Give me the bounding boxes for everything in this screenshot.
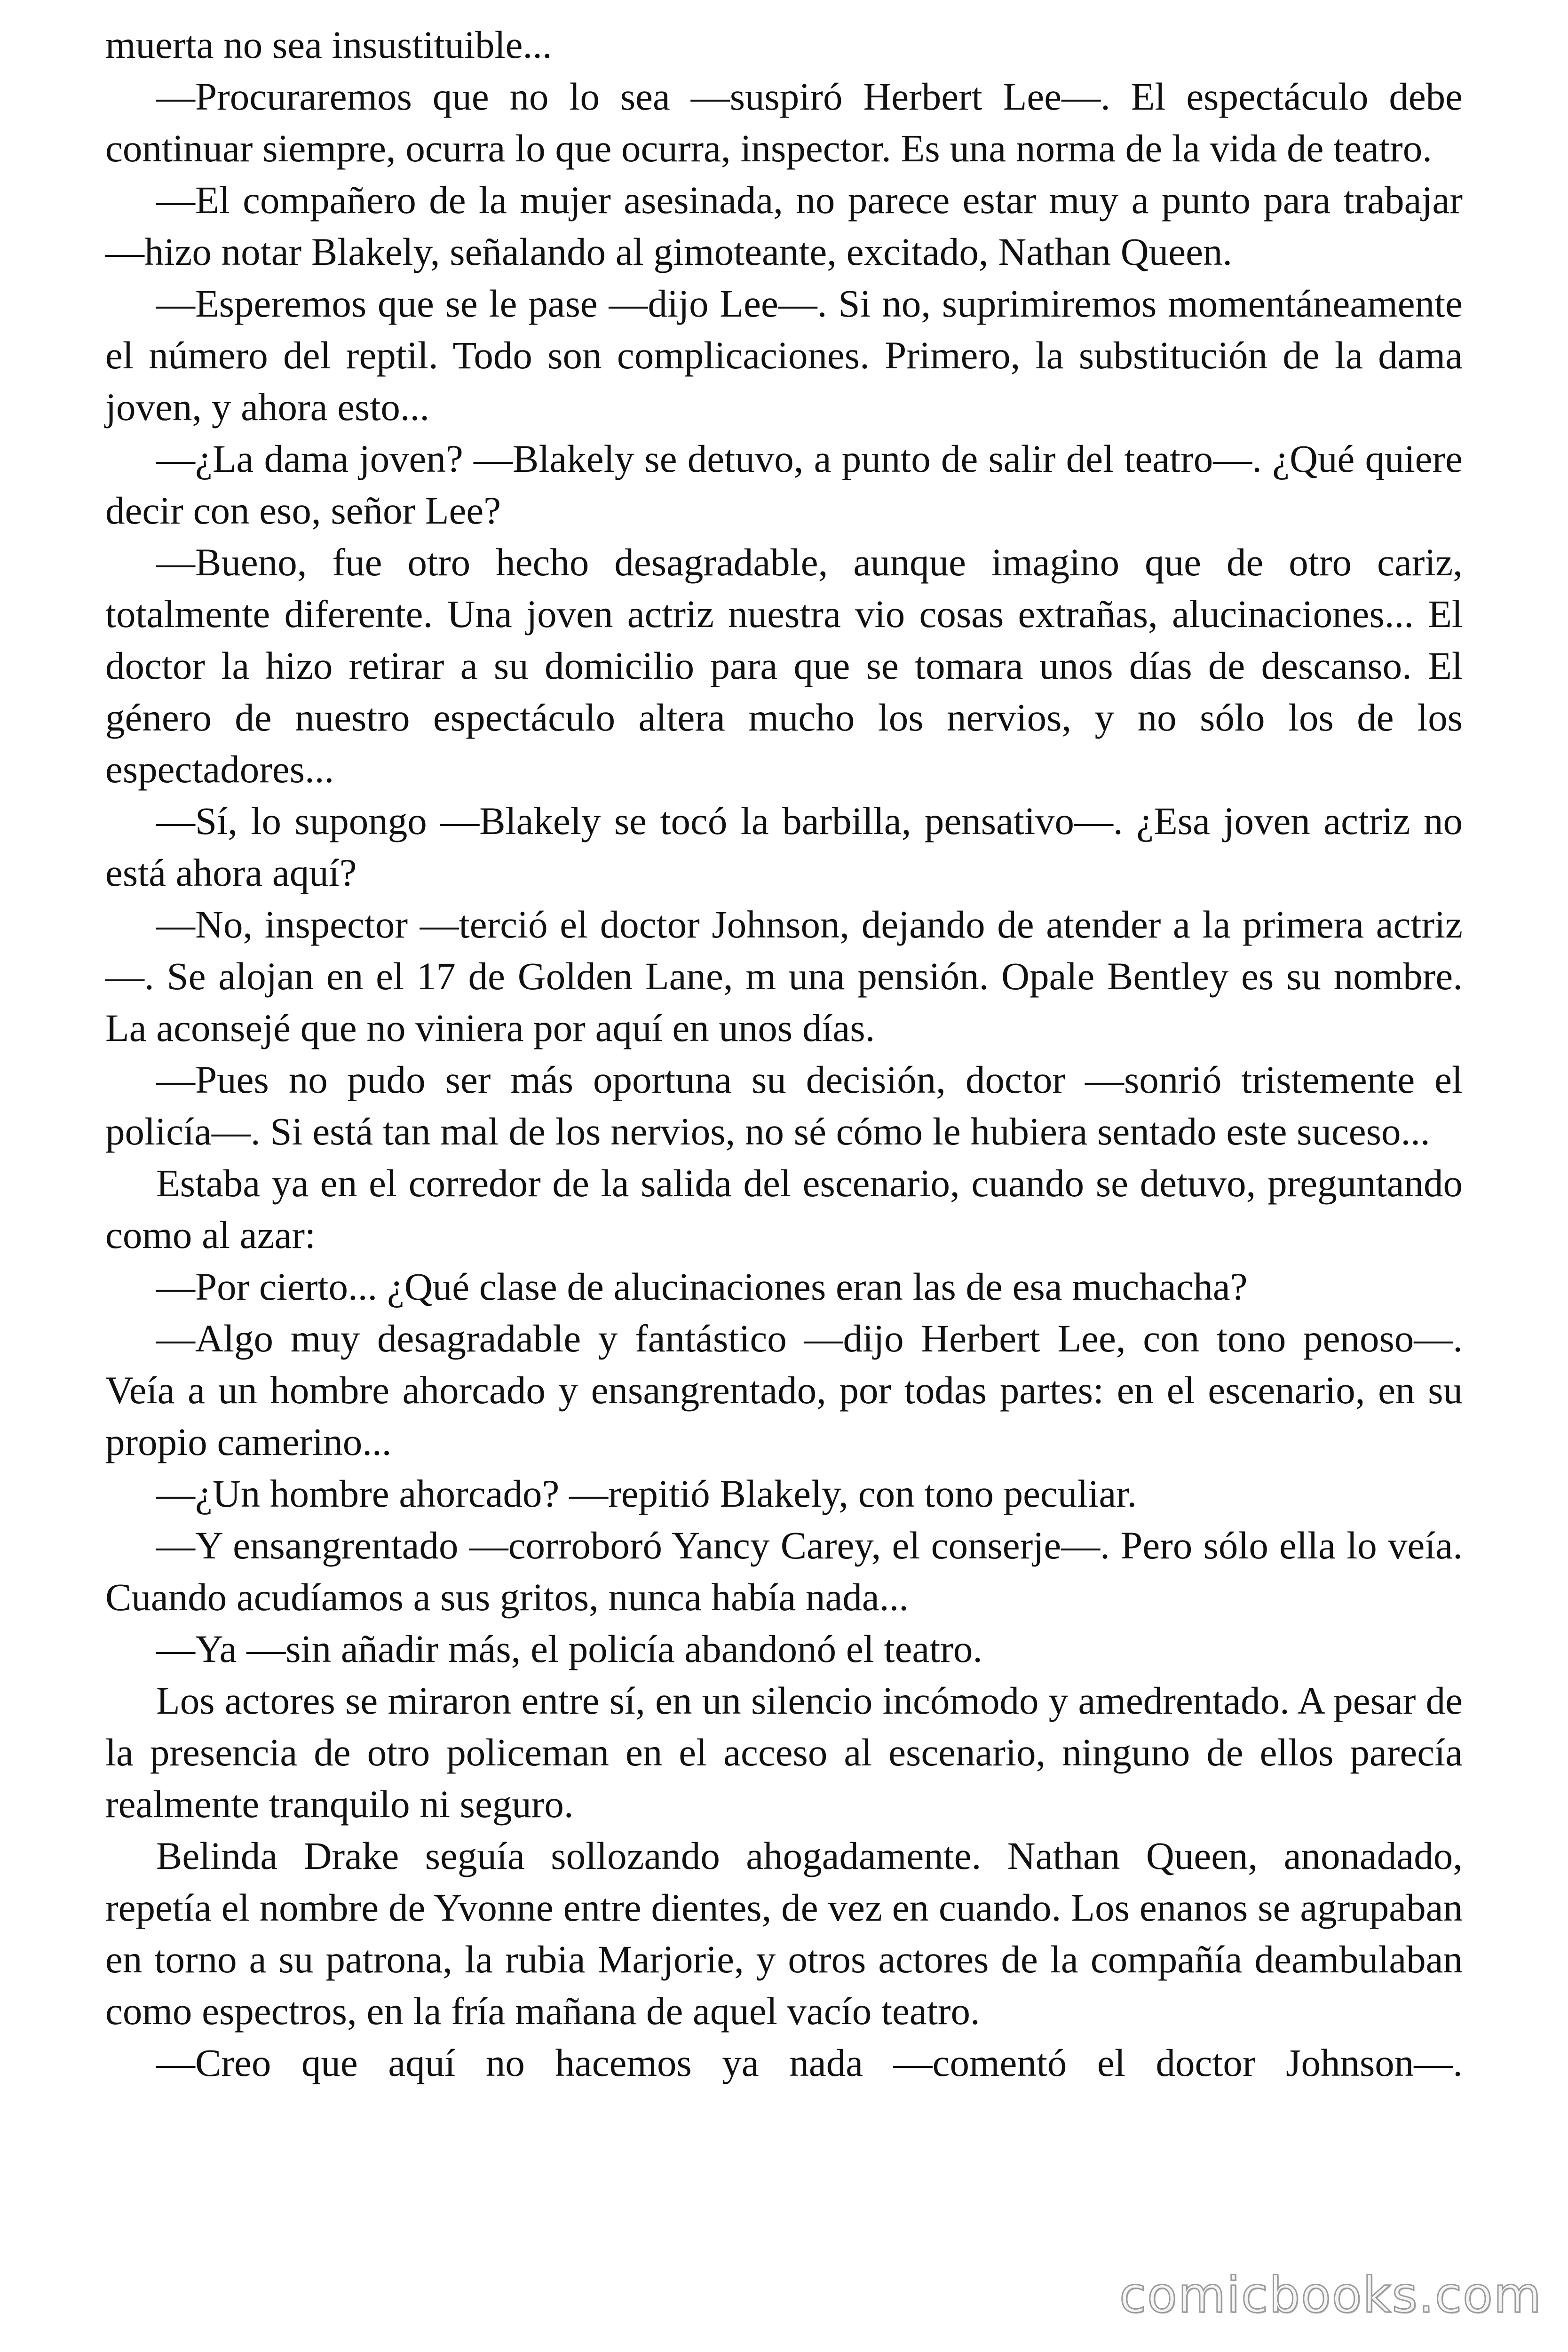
paragraph-9: —Pues no pudo ser más oportuna su decisión, doctor —sonrió tristemente el policía—. Si está tan mal de los nervios, no sé cómo le hubiera sentado este suceso...: [105, 1058, 1463, 1153]
paragraph-1: muerta no sea insustituible...: [105, 23, 552, 66]
paragraph-6: —Bueno, fue otro hecho desagradable, aunque imagino que de otro cariz, totalmente diferente. Una joven actriz nuestra vio cosas extrañas, alucinaciones... El doctor la hizo retirar a su domicilio para que se tomara unos días de descanso. El género de nuestro espectáculo altera mucho los nervios, y no sólo los de los espectadores...: [105, 540, 1463, 791]
paragraph-15: —Ya —sin añadir más, el policía abandonó el teatro.: [156, 1627, 983, 1670]
paragraph-17: Belinda Drake seguía sollozando ahogadamente. Nathan Queen, anonadado, repetía el nombre de Yvonne entre dientes, de vez en cuando. Los enanos se agrupaban en torno a su patrona, la rubia Marjorie, y otros actores de la compañía deambulaban como espectros, en la fría mañana de aquel vacío teatro.: [105, 1834, 1463, 2033]
paragraph-18: —Creo que aquí no hacemos ya nada —comentó el doctor Johnson—.: [156, 2041, 1463, 2084]
paragraph-14: —Y ensangrentado —corroboró Yancy Carey, el conserje—. Pero sólo ella lo veía. Cuando acudíamos a sus gritos, nunca había nada...: [105, 1524, 1463, 1619]
paragraph-11: —Por cierto... ¿Qué clase de alucinaciones eran las de esa muchacha?: [156, 1265, 1248, 1308]
paragraph-5: —¿La dama joven? —Blakely se detuvo, a punto de salir del teatro—. ¿Qué quiere decir con eso, señor Lee?: [105, 437, 1463, 532]
paragraph-7: —Sí, lo supongo —Blakely se tocó la barbilla, pensativo—. ¿Esa joven actriz no está ahora aquí?: [105, 799, 1463, 894]
paragraph-12: —Algo muy desagradable y fantástico —dijo Herbert Lee, con tono penoso—. Veía a un hombre ahorcado y ensangrentado, por todas partes: en el escenario, en su propio camerino...: [105, 1317, 1463, 1463]
paragraph-3: —El compañero de la mujer asesinada, no parece estar muy a punto para trabajar —hizo notar Blakely, señalando al gimoteante, excitado, Nathan Queen.: [105, 178, 1463, 273]
watermark-logo: comicbooks.com: [1119, 2266, 1542, 2324]
paragraph-8: —No, inspector —terció el doctor Johnson, dejando de atender a la primera actriz—. Se alojan en el 17 de Golden Lane, m una pensión. Opale Bentley es su nombre. La aconsejé que no viniera por aquí en unos días.: [105, 903, 1463, 1049]
paragraph-16: Los actores se miraron entre sí, en un silencio incómodo y amedrentado. A pesar de la presencia de otro policeman en el acceso al escenario, ninguno de ellos parecía realmente tranquilo ni seguro.: [105, 1679, 1463, 1826]
paragraph-4: —Esperemos que se le pase —dijo Lee—. Si no, suprimiremos momentáneamente el número del reptil. Todo son complicaciones. Primero, la substitución de la dama joven, y ahora esto...: [105, 282, 1463, 429]
paragraph-2: —Procuraremos que no lo sea —suspiró Herbert Lee—. El espectáculo debe continuar siempre, ocurra lo que ocurra, inspector. Es una norma de la vida de teatro.: [105, 75, 1463, 170]
paragraph-10: Estaba ya en el corredor de la salida del escenario, cuando se detuvo, preguntando como al azar:: [105, 1161, 1463, 1256]
book-page-text: [105, 19, 1463, 2089]
paragraph-13: —¿Un hombre ahorcado? —repitió Blakely, con tono peculiar.: [156, 1472, 1137, 1515]
